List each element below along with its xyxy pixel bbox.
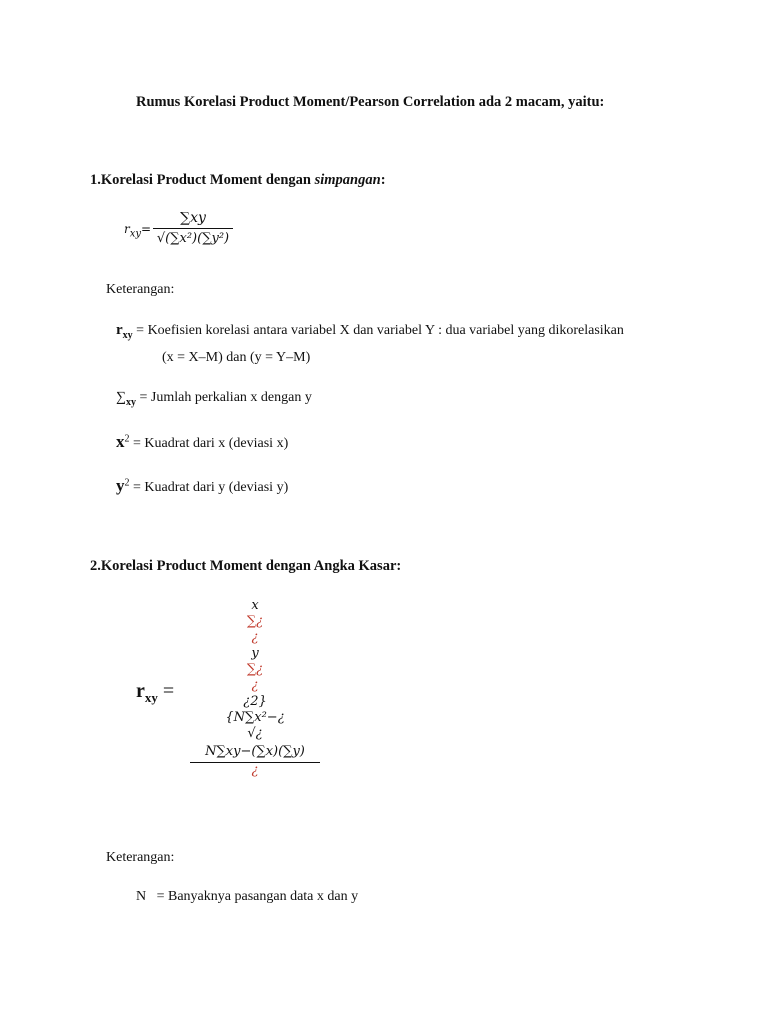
formula2-eq: = — [157, 680, 175, 702]
formula2-line: x — [251, 598, 259, 613]
formula2-line: √¿ — [247, 726, 263, 741]
formula1-lhs — [124, 222, 152, 240]
formula1-r: r — [124, 222, 130, 236]
definition-y2 — [116, 476, 288, 496]
formula1-denominator: √(∑x²)(∑y²) — [156, 231, 230, 246]
keterangan2-label: Keterangan: — [106, 850, 175, 865]
formula2-line: y — [251, 646, 259, 661]
definition-deviation: (x = X–M) dan (y = Y–M) — [162, 350, 311, 365]
formula2-line: ∑¿ — [246, 662, 264, 677]
formula2-r-sub: xy — [144, 690, 158, 705]
formula2-line: ∑¿ — [246, 614, 264, 629]
formula2-line: ¿2} — [243, 694, 267, 709]
formula2-numerator-line: N∑xy−(∑x)(∑y) — [190, 742, 320, 763]
formula2-line: {N∑x²−¿ — [225, 710, 285, 725]
definition-n: N = Banyaknya pasangan data x dan y — [136, 889, 359, 904]
formula2-line: ¿ — [251, 763, 259, 778]
y-symbol-sup: 2 — [124, 477, 130, 489]
rxy-symbol: r — [116, 322, 123, 338]
section1-heading — [90, 172, 386, 189]
formula1-fraction — [153, 208, 233, 246]
formula1-numerator: ∑xy — [180, 210, 206, 226]
x2-definition: = Kuadrat dari x (deviasi x) — [129, 436, 289, 451]
rxy-symbol-sub: xy — [122, 329, 133, 341]
section2-heading: 2.Korelasi Product Moment dengan Angka Kasar: — [90, 558, 402, 574]
formula2-line: ¿ — [251, 630, 259, 645]
sumxy-definition: = Jumlah perkalian x dengan y — [135, 390, 312, 405]
section1-heading-italic: simpangan — [314, 172, 381, 188]
section1-heading-prefix: 1.Korelasi Product Moment dengan — [90, 172, 315, 188]
y2-definition: = Kuadrat dari y (deviasi y) — [129, 480, 289, 495]
page-title: Rumus Korelasi Product Moment/Pearson Correlation ada 2 macam, yaitu: — [136, 94, 605, 110]
section1-heading-suffix: : — [380, 172, 386, 188]
definition-sumxy — [116, 390, 312, 406]
sum-symbol-sub: xy — [125, 396, 136, 408]
keterangan1-label: Keterangan: — [106, 282, 175, 297]
formula2-stack — [190, 598, 320, 779]
y-symbol: y — [116, 476, 125, 495]
formula1-r-sub: xy — [129, 228, 142, 240]
x-symbol-sup: 2 — [124, 433, 130, 445]
definition-x2 — [116, 432, 288, 452]
formula2-r: r — [136, 680, 145, 702]
rxy-definition: = Koefisien korelasi antara variabel X dan variabel Y : dua variabel yang dikorelasikan — [132, 323, 624, 338]
formula1-eq: = — [141, 222, 152, 236]
x-symbol: x — [116, 432, 125, 451]
sum-symbol: ∑ — [116, 390, 126, 405]
definition-rxy — [116, 322, 624, 339]
formula2-lhs — [136, 680, 174, 703]
formula2-line: ¿ — [251, 678, 259, 693]
